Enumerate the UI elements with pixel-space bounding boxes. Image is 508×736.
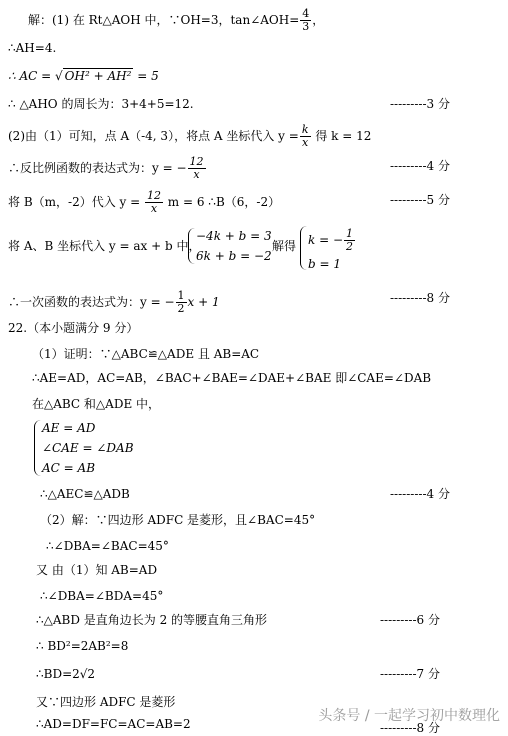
solution-k: k = − $\frac{1}{2}$ (308, 227, 354, 253)
solution-linear-func: ∴一次函数的表达式为：y = − $\frac{1}{2}$ x + 1 (8, 289, 220, 315)
system-eq-1: −4k + b = 3 (196, 229, 272, 243)
system-brace-2 (300, 226, 307, 270)
problem-22-heading: 22.（本小题满分 9 分） (8, 321, 139, 335)
score-4: ---------4 分 (390, 159, 450, 173)
solution-step-2: (2)由（1）可知，点 A（-4, 3），将点 A 坐标代入 y = $\frac{k}{x}$ 得 k = 12 (8, 123, 372, 149)
part-2-step-7: 又∵四边形 ADFC 是菱形 (36, 695, 176, 709)
part-2-step-1: ∴∠DBA=∠BAC=45° (46, 539, 169, 553)
congruence-2: ∠CAE = ∠DAB (42, 441, 134, 455)
system-brace-1 (188, 228, 195, 264)
part-2-step-8: ∴AD=DF=FC=AC=AB=2 (36, 717, 191, 731)
solution-inverse-func: ∴反比例函数的表达式为：y = − $\frac{12}{x}$ (8, 155, 204, 181)
score-6: ---------6 分 (380, 613, 440, 627)
part-2-step-3: ∴∠DBA=∠BDA=45° (40, 589, 164, 603)
solution-solve-label: 解得 (272, 239, 297, 253)
congruence-brace (34, 420, 41, 476)
score-8: ---------8 分 (390, 291, 450, 305)
solution-b: b = 1 (308, 257, 341, 271)
solution-substitute: 将 A、B 坐标代入 y = ax + b 中， (8, 239, 201, 253)
part-2-step-5: ∴ BD²=2AB²=8 (36, 639, 129, 653)
system-eq-2: 6k + b = −2 (196, 249, 272, 263)
congruence-3: AC = AB (42, 461, 96, 475)
score-8b: ---------8 分 (380, 721, 440, 735)
fraction-12-over-x: $\frac{12}{x}$ (189, 155, 204, 181)
fraction-tan: $\frac{4}{3}$ (302, 7, 310, 33)
proof-3: 在△ABC 和△ADE 中， (32, 397, 161, 411)
score-5: ---------5 分 (390, 193, 450, 207)
watermark: 头条号 / 一起学习初中数理化 (318, 708, 500, 724)
score-7: ---------7 分 (380, 667, 440, 681)
part-2-start: （2）解：∵四边形 ADFC 是菱形，且∠BAC=45° (40, 513, 316, 527)
solution-perimeter: ∴ △AHO 的周长为：3+4+5=12. (8, 97, 194, 111)
congruence-1: AE = AD (42, 421, 96, 435)
fraction-12-over-x-2: $\frac{12}{x}$ (146, 189, 161, 215)
solution-point-b: 将 B（m，-2）代入 y = $\frac{12}{x}$ m = 6 ∴B（6，-2） (8, 189, 281, 215)
part-2-step-6: ∴BD=2√2 (36, 667, 96, 681)
fraction-k-over-x: $\frac{k}{x}$ (301, 123, 309, 149)
score-4b: ---------4 分 (390, 487, 450, 501)
proof-2: ∴AE=AD，AC=AB，∠BAC+∠BAE=∠DAE+∠BAE 即∠CAE=∠DAB (32, 371, 432, 385)
solution-ah: ∴AH=4. (8, 41, 57, 55)
solution-ac: ∴ AC = √ OH² + AH² = 5 (8, 69, 159, 83)
proof-conclusion: ∴△AEC≌△ADB (40, 487, 130, 501)
part-2-step-4: ∴△ABD 是直角边长为 2 的等腰直角三角形 (36, 613, 268, 627)
proof-1: （1）证明：∵△ABC≌△ADE 且 AB=AC (32, 347, 260, 361)
fraction-half-2: $\frac{1}{2}$ (177, 289, 185, 315)
score-3: ---------3 分 (390, 97, 450, 111)
part-2-step-2: 又 由（1）知 AB=AD (36, 563, 158, 577)
solution-step-1: 解：(1) 在 Rt△AOH 中，∵OH=3，tan∠AOH= $\frac{4}{3}$ ， (28, 7, 325, 33)
fraction-half: $\frac{1}{2}$ (346, 227, 354, 253)
